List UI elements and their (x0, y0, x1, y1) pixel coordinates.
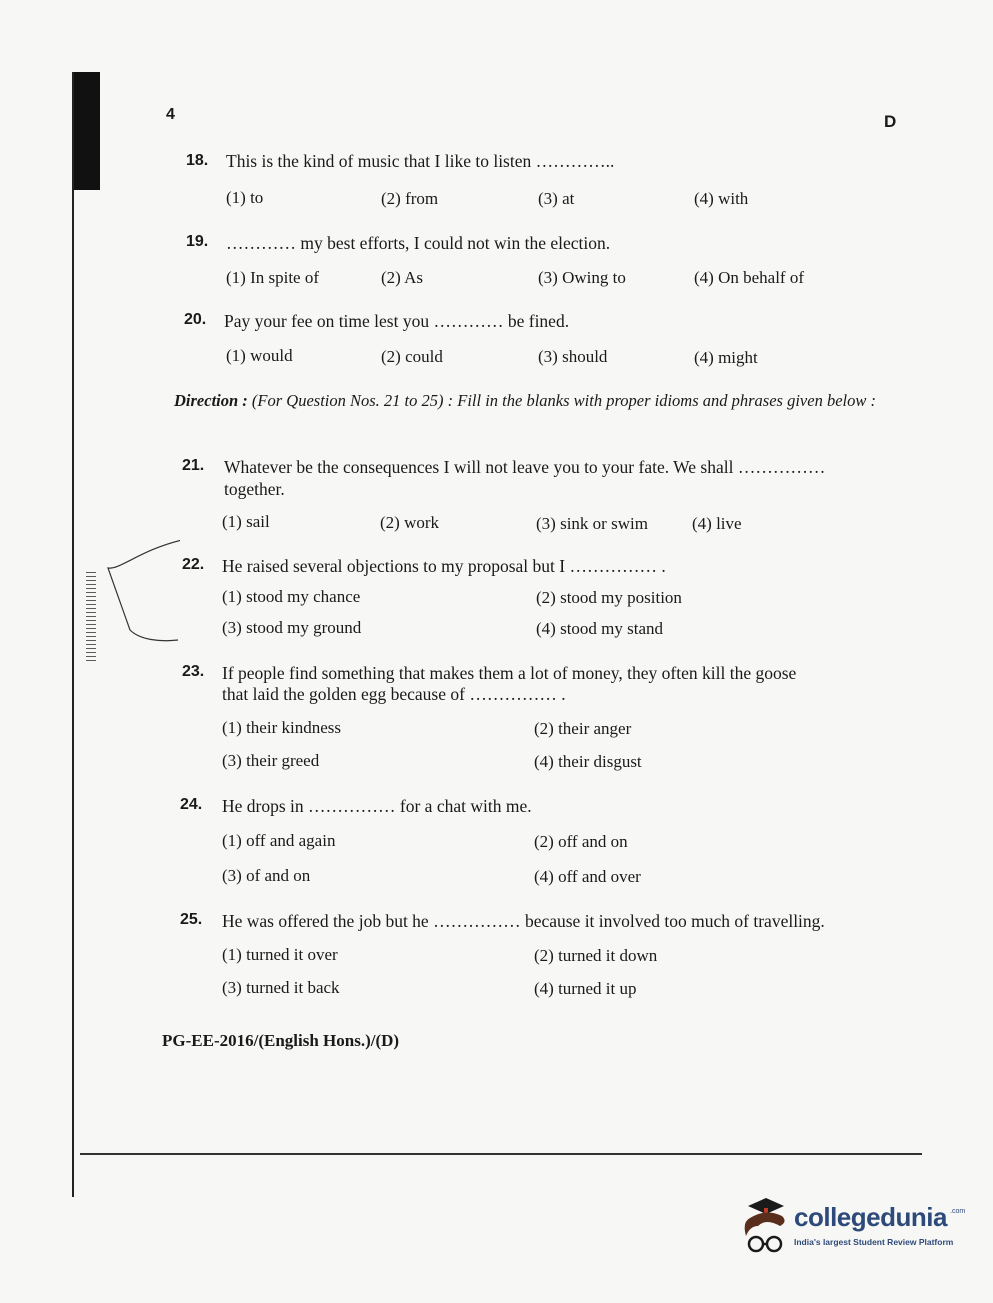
question-number: 19. (186, 233, 209, 250)
option: (3) sink or swim (536, 514, 648, 533)
collegedunia-logo (736, 1196, 966, 1260)
margin-marks (86, 572, 96, 662)
option: (1) turned it over (222, 945, 338, 964)
option: (1) In spite of (226, 268, 320, 287)
option: (4) off and over (534, 867, 641, 886)
option: (2) As (381, 268, 424, 287)
option: (4) with (694, 189, 749, 208)
option: (2) their anger (534, 719, 632, 738)
question-number: 23. (182, 663, 205, 680)
option: (3) stood my ground (222, 618, 362, 637)
logo-suffix: .com (950, 1208, 966, 1215)
option: (4) live (692, 514, 742, 533)
direction-label: Direction : (174, 391, 248, 410)
page-number: 4 (166, 106, 175, 123)
question-text: Whatever be the consequences I will not leave you to your fate. We shall …………… (224, 457, 826, 477)
question-number: 24. (180, 796, 203, 813)
question-number: 22. (182, 556, 205, 573)
option: (1) stood my chance (222, 587, 361, 606)
bottom-rule (80, 1153, 922, 1155)
option: (3) turned it back (222, 978, 340, 997)
option: (2) work (380, 513, 440, 532)
option: (3) Owing to (538, 268, 626, 287)
paper-footer-code: PG-EE-2016/(English Hons.)/(D) (162, 1031, 400, 1050)
question-number: 18. (186, 152, 209, 169)
mascot-icon (736, 1196, 792, 1256)
question-number: 20. (184, 311, 207, 328)
question-text: Pay your fee on time lest you ………… be fined. (224, 311, 570, 331)
question-text: ………… my best efforts, I could not win the election. (226, 233, 611, 253)
option: (1) would (226, 346, 293, 365)
option: (4) On behalf of (694, 268, 804, 287)
option: (4) stood my stand (536, 619, 664, 638)
option: (2) turned it down (534, 946, 658, 965)
question-text: If people find something that makes them a lot of money, they often kill the goose (222, 663, 797, 683)
question-text-cont: together. (224, 479, 285, 499)
option: (2) from (381, 189, 439, 208)
question-text: He was offered the job but he …………… because it involved too much of travelling. (222, 911, 825, 931)
option: (3) should (538, 347, 608, 366)
option: (2) stood my position (536, 588, 682, 607)
option: (1) their kindness (222, 718, 341, 737)
option: (1) sail (222, 512, 270, 531)
option: (1) to (226, 188, 264, 207)
pen-annotation (100, 540, 180, 650)
direction-body: (For Question Nos. 21 to 25) : Fill in the blanks with proper idioms and phrases given below : (251, 391, 876, 410)
option: (3) at (538, 189, 575, 208)
option: (4) might (694, 348, 758, 367)
question-text-cont: that laid the golden egg because of …………… . (222, 684, 566, 704)
series-code: D (884, 112, 897, 131)
direction-text (174, 390, 892, 411)
question-number: 21. (182, 457, 205, 474)
option: (3) their greed (222, 751, 320, 770)
option: (3) of and on (222, 866, 311, 885)
question-text: He raised several objections to my proposal but I …………… . (222, 556, 666, 576)
option: (2) off and on (534, 832, 628, 851)
option: (4) turned it up (534, 979, 637, 998)
question-number: 25. (180, 911, 203, 928)
margin-line (72, 72, 74, 1197)
option: (4) their disgust (534, 752, 642, 771)
question-text: He drops in …………… for a chat with me. (222, 796, 532, 816)
binding-strip (72, 72, 100, 190)
option: (2) could (381, 347, 443, 366)
question-text: This is the kind of music that I like to listen ………….. (226, 151, 615, 171)
option: (1) off and again (222, 831, 336, 850)
logo-wordmark: collegedunia (794, 1202, 947, 1232)
logo-tagline: India's largest Student Review Platform (794, 1237, 954, 1247)
